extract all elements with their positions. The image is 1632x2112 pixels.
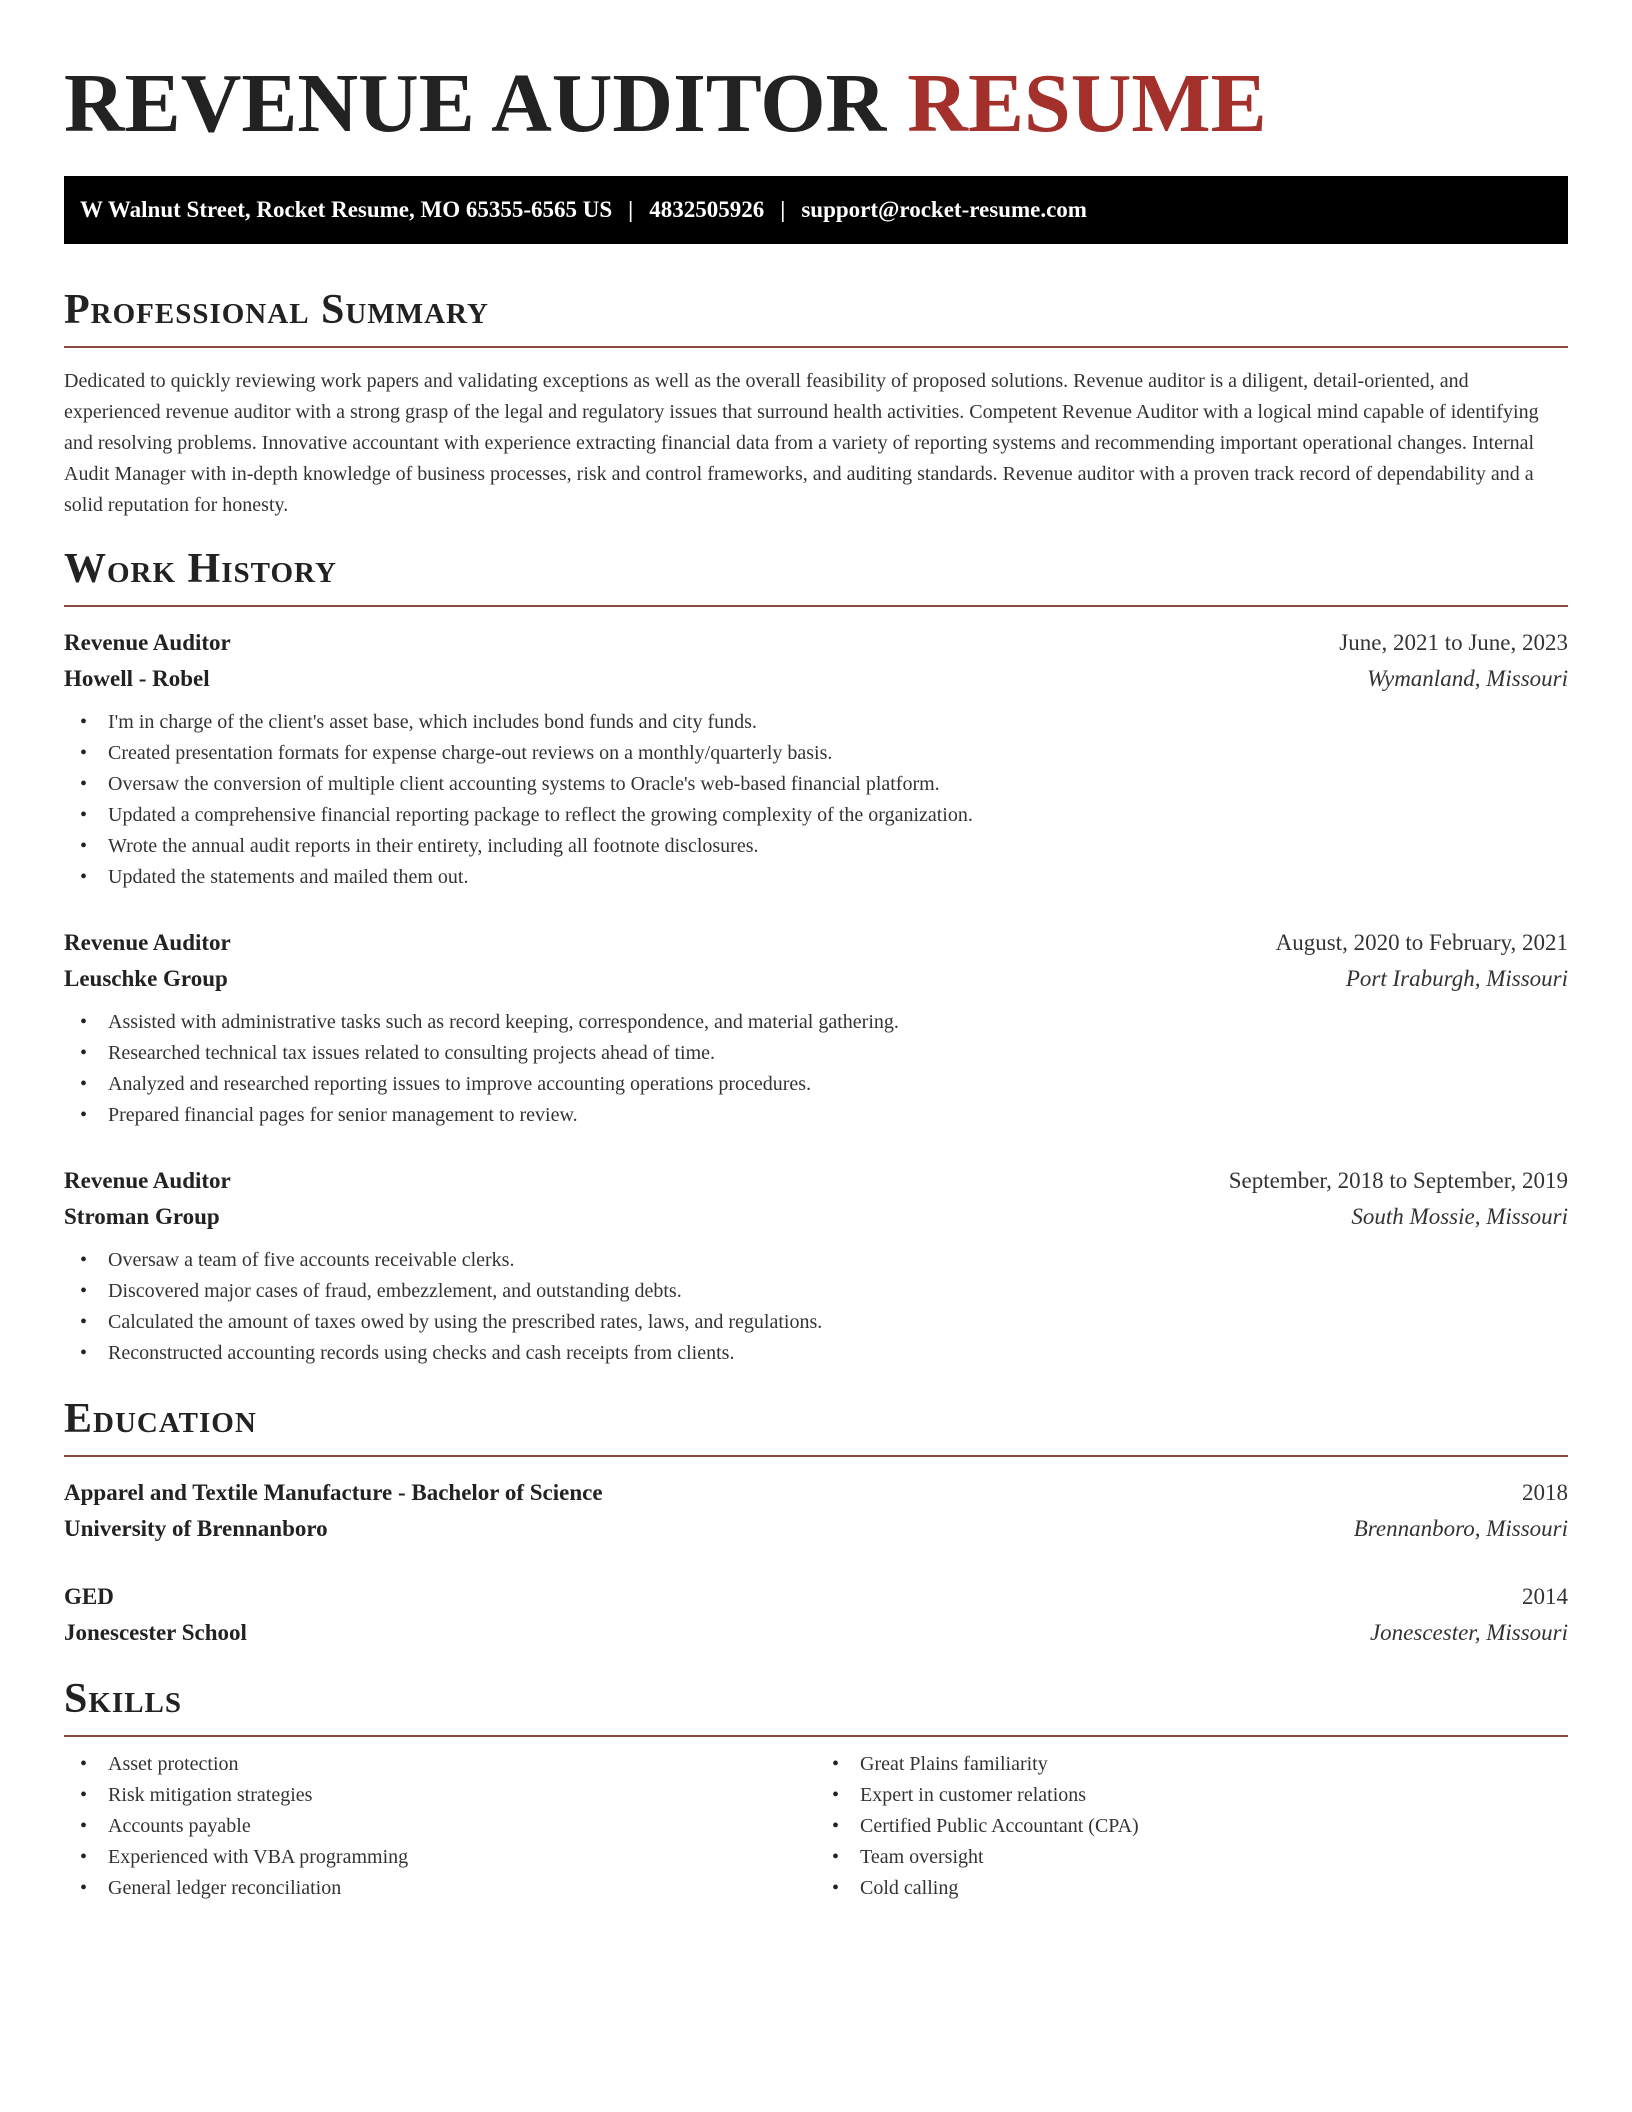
contact-separator: | (780, 197, 786, 222)
job-title: Revenue Auditor (64, 1168, 231, 1193)
education-entry (64, 1475, 1568, 1547)
education-year: 2018 (1522, 1480, 1568, 1505)
job-bullet: • Updated a comprehensive financial reporting package to reflect the growing complexity of the organization. (64, 800, 1568, 831)
job-bullets (64, 707, 1568, 893)
job-bullet: • Updated the statements and mailed them out. (64, 862, 1568, 893)
skill-item: • Great Plains familiarity (816, 1749, 1568, 1780)
job-bullet: • Oversaw the conversion of multiple client accounting systems to Oracle's web-based financial platform. (64, 769, 1568, 800)
section-divider (64, 1735, 1568, 1737)
skill-item: • Team oversight (816, 1842, 1568, 1873)
education-school: Jonescester School (64, 1620, 247, 1645)
job-title: Revenue Auditor (64, 630, 231, 655)
education-section (64, 1395, 1568, 1651)
skill-item: • General ledger reconciliation (64, 1873, 816, 1904)
title-main: REVENUE AUDITOR (64, 57, 887, 150)
skills-list (816, 1749, 1568, 1904)
job-bullet: • Calculated the amount of taxes owed by using the prescribed rates, laws, and regulations. (64, 1307, 1568, 1338)
job-bullet: • Oversaw a team of five accounts receivable clerks. (64, 1245, 1568, 1276)
job-bullets (64, 1007, 1568, 1131)
job-bullet: • Analyzed and researched reporting issues to improve accounting operations procedures. (64, 1069, 1568, 1100)
job-bullet: • Reconstructed accounting records using checks and cash receipts from clients. (64, 1338, 1568, 1369)
skills-list (64, 1749, 816, 1904)
job-entry (64, 625, 1568, 893)
job-dates: September, 2018 to September, 2019 (1228, 1168, 1568, 1193)
job-bullets (64, 1245, 1568, 1369)
education-location: Jonescester, Missouri (1369, 1620, 1568, 1645)
job-bullet: • Created presentation formats for expense charge-out reviews on a monthly/quarterly basis. (64, 738, 1568, 769)
job-company: Leuschke Group (64, 966, 228, 991)
job-entry (64, 1163, 1568, 1369)
job-company: Stroman Group (64, 1204, 220, 1229)
job-company: Howell - Robel (64, 666, 210, 691)
skill-item: • Experienced with VBA programming (64, 1842, 816, 1873)
skill-item: • Certified Public Accountant (CPA) (816, 1811, 1568, 1842)
skills-section (64, 1675, 1568, 1904)
education-year: 2014 (1522, 1584, 1568, 1609)
skill-item: • Asset protection (64, 1749, 816, 1780)
skill-item: • Risk mitigation strategies (64, 1780, 816, 1811)
job-location: South Mossie, Missouri (1351, 1204, 1568, 1229)
summary-section (64, 286, 1568, 521)
job-location: Port Iraburgh, Missouri (1345, 966, 1568, 991)
job-dates: August, 2020 to February, 2021 (1275, 930, 1568, 955)
skills-column-right (816, 1749, 1568, 1904)
title-accent: RESUME (907, 57, 1267, 150)
skills-columns (64, 1749, 1568, 1904)
education-location: Brennanboro, Missouri (1353, 1516, 1568, 1541)
contact-address: W Walnut Street, Rocket Resume, MO 65355-6565 US (80, 197, 613, 222)
contact-separator: | (628, 197, 634, 222)
education-degree: GED (64, 1584, 114, 1609)
education-heading: Education (64, 1396, 257, 1442)
skills-column-left (64, 1749, 816, 1904)
section-divider (64, 1455, 1568, 1457)
education-entry (64, 1579, 1568, 1651)
job-bullet: • Wrote the annual audit reports in their entirety, including all footnote disclosures. (64, 831, 1568, 862)
job-location: Wymanland, Missouri (1366, 666, 1568, 691)
job-bullet: • Researched technical tax issues related to consulting projects ahead of time. (64, 1038, 1568, 1069)
section-divider (64, 346, 1568, 348)
contact-bar (64, 176, 1568, 244)
job-entry (64, 925, 1568, 1131)
job-bullet: • Assisted with administrative tasks such as record keeping, correspondence, and material gathering. (64, 1007, 1568, 1038)
job-bullet: • I'm in charge of the client's asset base, which includes bond funds and city funds. (64, 707, 1568, 738)
job-title: Revenue Auditor (64, 930, 231, 955)
education-degree: Apparel and Textile Manufacture - Bachelor of Science (64, 1480, 603, 1505)
work-history-heading: Work History (64, 546, 337, 592)
skill-item: • Accounts payable (64, 1811, 816, 1842)
section-divider (64, 605, 1568, 607)
job-bullet: • Discovered major cases of fraud, embezzlement, and outstanding debts. (64, 1276, 1568, 1307)
summary-heading: Professional Summary (64, 287, 489, 333)
contact-email[interactable]: support@rocket-resume.com (801, 197, 1087, 222)
work-history-section (64, 545, 1568, 1369)
job-dates: June, 2021 to June, 2023 (1339, 630, 1568, 655)
education-school: University of Brennanboro (64, 1516, 328, 1541)
summary-text: Dedicated to quickly reviewing work papers and validating exceptions as well as the overall feasibility of proposed solutions. Revenue auditor is a diligent, detail-oriented, and experienced revenue auditor with a strong grasp of the legal and regulatory issues that surround health activities. Competent Revenue Auditor with a logical mind capable of identifying and resolving problems. Innovative accountant with experience extracting financial data from a variety of reporting systems and recommending important operational changes. Internal Audit Manager with in-depth knowledge of business processes, risk and control frameworks, and auditing standards. Revenue auditor with a proven track record of dependability and a solid reputation for honesty. (64, 370, 1539, 516)
skill-item: • Expert in customer relations (816, 1780, 1568, 1811)
skills-heading: Skills (64, 1676, 183, 1722)
resume-title (64, 56, 1568, 152)
skill-item: • Cold calling (816, 1873, 1568, 1904)
contact-phone: 4832505926 (649, 197, 765, 222)
job-bullet: • Prepared financial pages for senior management to review. (64, 1100, 1568, 1131)
